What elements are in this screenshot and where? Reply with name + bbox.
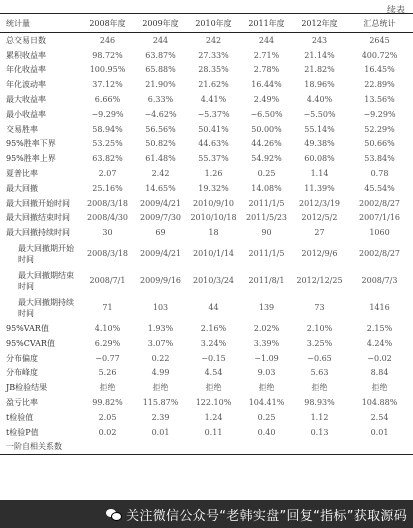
table-row (0, 440, 413, 455)
table-row (0, 321, 413, 336)
table-cell: 53.25% (92, 139, 123, 149)
table-cell: 1060 (369, 228, 390, 238)
table-cell: 2010/9/10 (192, 198, 235, 208)
table-cell: 98.93% (304, 398, 335, 408)
table-cell: 2009/4/21 (139, 249, 182, 259)
table-cell: 9.03 (257, 368, 276, 378)
table-cell: 55.37% (198, 154, 229, 164)
table-cell: −1.09 (254, 353, 279, 363)
table-row (0, 336, 413, 351)
table-row (0, 196, 413, 211)
table-cell: 55.14% (304, 124, 335, 134)
table-cell: 3.24% (200, 338, 227, 348)
table-cell: 拒绝 (99, 383, 116, 393)
table-cell: 69 (155, 228, 166, 238)
table-cell: 0.01 (370, 427, 389, 437)
table-cell: 50.82% (145, 139, 176, 149)
table-cell: 244 (152, 35, 169, 45)
table-row (0, 137, 413, 152)
row-label: 95%胜率上界 (6, 154, 56, 164)
header-2010: 2010年度 (195, 18, 232, 28)
table-cell: 1.26 (204, 169, 223, 179)
table-cell: −9.29% (363, 109, 396, 119)
table-row (0, 366, 413, 381)
table-row (0, 48, 413, 63)
table-cell: 50.00% (251, 124, 282, 134)
table-cell: 8.84 (370, 368, 389, 378)
table-cell: 14.08% (251, 183, 282, 193)
table-cell (293, 440, 346, 455)
table-cell: 30 (102, 228, 113, 238)
table-cell: 21.82% (304, 65, 335, 75)
table-cell: 50.66% (364, 139, 395, 149)
table-cell: 2.39 (151, 412, 170, 422)
row-label: 最大回撤开始时间 (6, 198, 70, 208)
table-row (0, 63, 413, 78)
table-cell: −9.29% (91, 109, 124, 119)
table-cell: 99.82% (92, 398, 123, 408)
table-row (0, 211, 413, 226)
row-label: t检验P值 (6, 427, 39, 437)
table-cell: 6.66% (94, 95, 121, 105)
table-cell: 27 (314, 228, 325, 238)
table-cell: 50.41% (198, 124, 229, 134)
table-cell: 5.63 (310, 368, 329, 378)
table-cell: 400.72% (361, 50, 398, 60)
table-cell: 2011/8/1 (248, 276, 285, 286)
statistics-table (0, 13, 413, 455)
row-label: 夏普比率 (6, 169, 38, 179)
table-cell: 90 (261, 228, 272, 238)
table-cell: 65.88% (145, 65, 176, 75)
table-cell: 122.10% (195, 398, 232, 408)
table-cell: 21.90% (145, 80, 176, 90)
table-cell: 6.29% (94, 338, 121, 348)
header-2012: 2012年度 (301, 18, 338, 28)
table-cell: 18.96% (304, 80, 335, 90)
table-cell: 58.94% (92, 124, 123, 134)
table-cell: 44.26% (251, 139, 282, 149)
table-cell: 4.54 (204, 368, 223, 378)
table-cell: −4.62% (144, 109, 177, 119)
table-cell: 21.62% (198, 80, 229, 90)
watermark-text: 关注微信公众号“老韩实盘”回复“指标”获取源码 (126, 508, 407, 524)
table-cell: −0.02 (367, 353, 392, 363)
table-cell: 73 (314, 303, 325, 313)
table-cell: 2008/3/18 (86, 198, 129, 208)
table-cell: 0.02 (98, 427, 117, 437)
row-label: 累积收益率 (6, 50, 46, 60)
table-cell: 104.41% (248, 398, 285, 408)
table-cell: 44.63% (198, 139, 229, 149)
table-cell: 45.54% (364, 183, 395, 193)
watermark-banner (0, 500, 413, 528)
table-cell: 0.40 (257, 427, 276, 437)
table-cell: 6.33% (147, 95, 174, 105)
table-cell (240, 440, 293, 455)
table-cell: 5.26 (98, 368, 117, 378)
table-cell: 4.24% (366, 338, 393, 348)
table-cell: 44 (208, 303, 219, 313)
table-cell: 0.11 (204, 427, 223, 437)
table-cell: 4.10% (94, 324, 121, 334)
table-cell: 1.93% (147, 324, 174, 334)
table-cell: −6.50% (250, 109, 283, 119)
table-cell: 2012/3/19 (298, 198, 341, 208)
table-cell: 56.56% (145, 124, 176, 134)
table-cell: 0.22 (151, 353, 170, 363)
table-cell: 2010/10/18 (190, 213, 237, 223)
row-label: 最大收益率 (6, 95, 46, 105)
table-cell (187, 440, 240, 455)
table-cell: 2010/3/24 (192, 276, 235, 286)
table-cell: 2.42 (151, 169, 170, 179)
table-cell: 243 (311, 35, 328, 45)
table-cell: 3.07% (147, 338, 174, 348)
table-row (0, 267, 413, 294)
table-cell: 拒绝 (152, 383, 169, 393)
table-cell: 拒绝 (258, 383, 275, 393)
table-cell: 103 (152, 303, 169, 313)
table-cell: 2007/1/16 (358, 213, 401, 223)
table-cell: 18 (208, 228, 219, 238)
table-row (0, 166, 413, 181)
table-cell: 1.14 (310, 169, 329, 179)
row-label: 95%CVAR值 (6, 338, 55, 348)
table-cell: 115.87% (142, 398, 179, 408)
table-cell: 4.99 (151, 368, 170, 378)
row-label: JB检验结果 (6, 383, 48, 393)
table-cell: −5.50% (303, 109, 336, 119)
table-row (0, 240, 413, 267)
header-2008: 2008年度 (89, 18, 126, 28)
table-cell: 22.89% (364, 80, 395, 90)
row-label: 最大回撤持续时间 (6, 228, 70, 238)
table-cell: 49.38% (304, 139, 335, 149)
table-cell: 139 (258, 303, 275, 313)
row-label: 盈亏比率 (6, 398, 38, 408)
table-row (0, 107, 413, 122)
table-row (0, 294, 413, 321)
table-cell: 2.15% (366, 324, 393, 334)
table-cell: 4.40% (306, 95, 333, 105)
row-label: 最大回撤结束时间 (6, 213, 70, 223)
table-cell: 2.10% (306, 324, 333, 334)
table-row (0, 151, 413, 166)
table-cell: 54.92% (251, 154, 282, 164)
table-cell: 52.29% (364, 124, 395, 134)
table-cell: 61.48% (145, 154, 176, 164)
row-label: 最小收益率 (6, 109, 46, 119)
table-cell: 2.78% (253, 65, 280, 75)
table-row (0, 410, 413, 425)
table-cell: 11.39% (304, 183, 335, 193)
table-cell: 1.12 (310, 412, 329, 422)
table-cell: 2009/7/30 (139, 213, 182, 223)
row-label: 年化波动率 (6, 80, 46, 90)
table-cell: −0.77 (95, 353, 120, 363)
table-cell: 2009/9/16 (139, 276, 182, 286)
table-cell: 0.01 (151, 427, 170, 437)
table-cell: −0.65 (307, 353, 332, 363)
table-cell (346, 440, 413, 455)
table-cell: 拒绝 (311, 383, 328, 393)
table-cell: 2008/7/3 (361, 276, 398, 286)
row-label: 总交易日数 (6, 35, 46, 45)
table-cell: 60.08% (304, 154, 335, 164)
table-cell: 2008/3/18 (86, 249, 129, 259)
table-cell: 27.33% (198, 50, 229, 60)
table-row (0, 380, 413, 395)
table-cell (134, 440, 187, 455)
table-cell: 19.32% (198, 183, 229, 193)
table-cell: 1.24 (204, 412, 223, 422)
table-cell: 100.95% (89, 65, 126, 75)
table-cell: 3.25% (306, 338, 333, 348)
table-cell: 37.12% (92, 80, 123, 90)
table-cell: 25.16% (92, 183, 123, 193)
table-row (0, 181, 413, 196)
row-label: 最大回撤期开始时间 (18, 243, 74, 264)
table-cell: 2011/1/5 (248, 198, 285, 208)
table-cell: 2.16% (200, 324, 227, 334)
table-row (0, 425, 413, 440)
row-label: 95%VAR值 (6, 324, 49, 334)
table-cell: 0.25 (257, 412, 276, 422)
row-label: 最大回撤期结束时间 (18, 270, 74, 291)
table-cell: 2008/4/30 (86, 213, 129, 223)
table-cell: 拒绝 (205, 383, 222, 393)
table-cell: 104.88% (361, 398, 398, 408)
table-cell: 2012/12/25 (296, 276, 343, 286)
table-row (0, 33, 413, 48)
table-cell: −0.15 (201, 353, 226, 363)
table-header-row (0, 14, 413, 33)
wechat-icon (106, 507, 120, 521)
table-row (0, 77, 413, 92)
table-cell: 0.25 (257, 169, 276, 179)
header-2011: 2011年度 (248, 18, 285, 28)
row-label: 一阶自相关系数 (6, 442, 62, 452)
header-summary: 汇总统计 (363, 18, 396, 28)
table-cell: 3.39% (253, 338, 280, 348)
table-cell: 71 (102, 303, 113, 313)
header-2009: 2009年度 (142, 18, 179, 28)
table-cell: 63.87% (145, 50, 176, 60)
table-row (0, 92, 413, 107)
table-cell: 28.35% (198, 65, 229, 75)
row-label: 交易胜率 (6, 124, 38, 134)
table-cell: 2002/8/27 (358, 198, 401, 208)
table-cell: 16.44% (251, 80, 282, 90)
table-cell: 2009/4/21 (139, 198, 182, 208)
row-label: 95%胜率下界 (6, 139, 56, 149)
table-cell: 13.56% (364, 95, 395, 105)
table-cell: 0.78 (370, 169, 389, 179)
row-label: t检验值 (6, 412, 34, 422)
table-cell: 2.71% (253, 50, 280, 60)
table-cell: 16.45% (364, 65, 395, 75)
table-row (0, 122, 413, 137)
table-cell: 4.41% (200, 95, 227, 105)
table-cell: 2.54 (370, 412, 389, 422)
table-row (0, 351, 413, 366)
table-cell: 53.84% (364, 154, 395, 164)
table-cell: −5.37% (197, 109, 230, 119)
row-label: 分布偏度 (6, 353, 38, 363)
table-cell: 2645 (369, 35, 390, 45)
table-cell: 2.07 (98, 169, 117, 179)
row-label: 年化收益率 (6, 65, 46, 75)
table-cell: 242 (205, 35, 222, 45)
table-cell: 246 (99, 35, 116, 45)
table-cell: 2011/5/23 (245, 213, 288, 223)
table-row (0, 225, 413, 240)
row-label: 最大回撤期持续时间 (18, 297, 74, 318)
table-cell: 2012/5/2 (301, 213, 338, 223)
continued-label: 续表 (386, 6, 405, 16)
table-cell (81, 440, 134, 455)
table-cell: 2.02% (253, 324, 280, 334)
table-cell: 2008/7/1 (89, 276, 126, 286)
table-cell: 98.72% (92, 50, 123, 60)
table-cell: 0.13 (310, 427, 329, 437)
header-statistic: 统计量 (6, 18, 30, 28)
row-label: 最大回撤 (6, 183, 38, 193)
table-cell: 2.05 (98, 412, 117, 422)
table-cell: 1416 (369, 303, 390, 313)
table-cell: 2.49% (253, 95, 280, 105)
table-cell: 2012/9/6 (301, 249, 338, 259)
table-row (0, 395, 413, 410)
table-cell: 14.65% (145, 183, 176, 193)
row-label: 分布峰度 (6, 368, 38, 378)
table-body (0, 33, 413, 455)
table-cell: 63.82% (92, 154, 123, 164)
table-cell: 2011/1/5 (248, 249, 285, 259)
table-cell: 拒绝 (371, 383, 388, 393)
table-cell: 2002/8/27 (358, 249, 401, 259)
table-cell: 21.14% (304, 50, 335, 60)
table-cell: 244 (258, 35, 275, 45)
table-cell: 2010/1/14 (192, 249, 235, 259)
